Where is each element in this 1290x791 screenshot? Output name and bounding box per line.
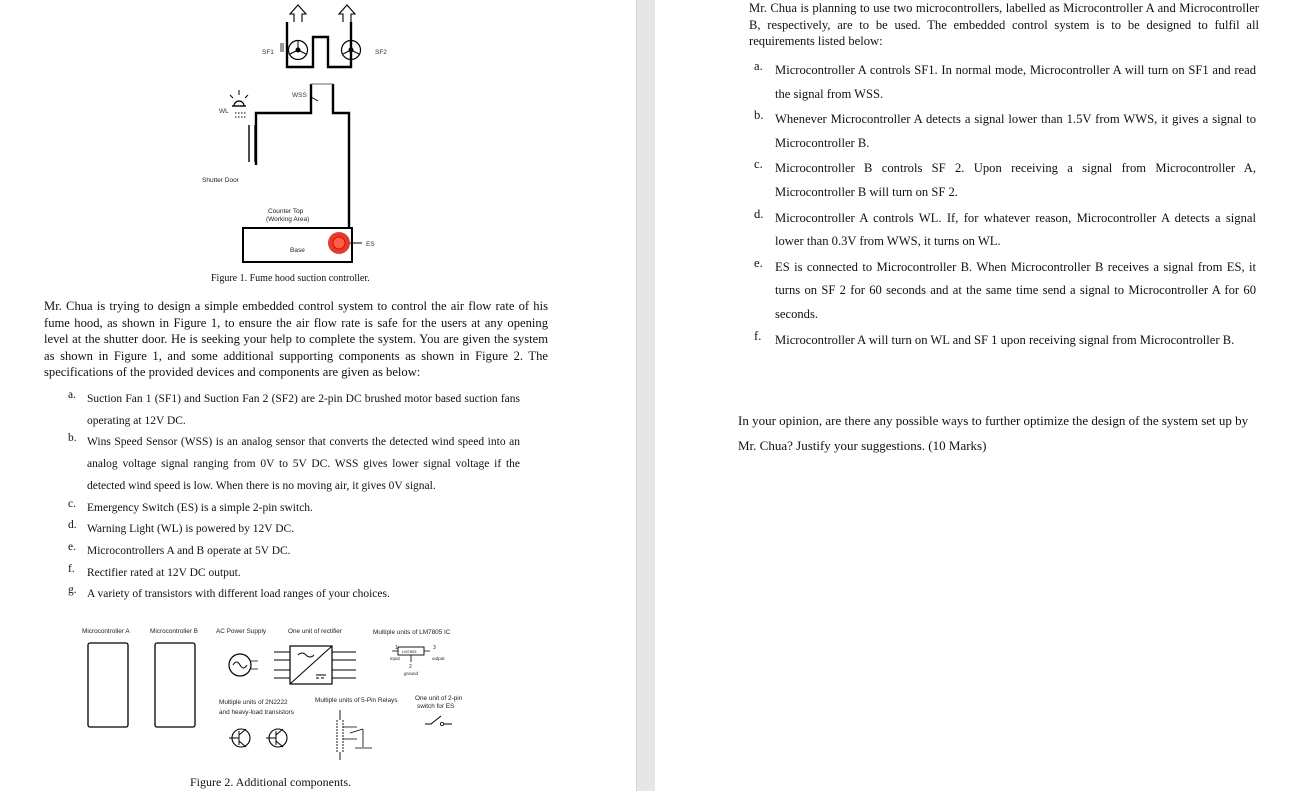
label-shutter-door: Shutter Door <box>202 177 239 184</box>
list-marker: a. <box>68 389 76 401</box>
list-marker: e. <box>754 255 763 270</box>
label-transistors-2: and heavy-load transistors <box>219 709 294 716</box>
list-text: Microcontroller A controls SF1. In normal mode, Microcontroller A will turn on SF1 and read the signal from WSS. <box>775 63 1256 101</box>
label-switch-2: switch for ES <box>417 703 455 710</box>
list-item <box>68 498 520 520</box>
list-text: ES is connected to Microcontroller B. When Microcontroller B receives a signal from ES, it turns on SF 2 for 60 seconds and at the same time send a signal to Microcontroller A for 60 seconds. <box>775 259 1256 321</box>
list-text: Suction Fan 1 (SF1) and Suction Fan 2 (SF2) are 2-pin DC brushed motor based suction fans operating at 12V DC. <box>87 393 520 427</box>
regulator-chip-label: LM7805 <box>402 649 417 654</box>
hood-body <box>256 84 349 228</box>
list-item <box>68 563 520 585</box>
microcontroller-a-box <box>88 643 128 727</box>
label-ac-power: AC Power Supply <box>216 628 267 635</box>
label-counter-top: Counter Top <box>268 208 304 215</box>
regulator-input-label: input <box>390 656 400 661</box>
list-item <box>68 584 520 606</box>
list-text: A variety of transistors with different load ranges of your choices. <box>87 588 390 601</box>
label-sf2: SF2 <box>375 49 387 56</box>
label-rectifier: One unit of rectifier <box>288 628 342 635</box>
label-relays: Multiple units of 5-Pin Relays <box>315 697 398 704</box>
page-gutter <box>636 0 656 791</box>
specification-list <box>68 389 520 606</box>
list-marker: e. <box>68 540 76 553</box>
list-item <box>754 256 1256 327</box>
list-item <box>754 157 1256 204</box>
list-text: Microcontroller A controls WL. If, for whatever reason, Microcontroller A detects a signal lower than 0.3V from WWS, it turns on WL. <box>775 210 1256 249</box>
list-marker: b. <box>68 432 77 445</box>
list-text: Microcontroller B controls SF 2. Upon receiving a signal from Microcontroller A, Microcontroller B will turn on SF 2. <box>775 161 1256 199</box>
list-marker: f. <box>754 328 762 343</box>
transistor-icon <box>266 729 287 747</box>
exhaust-duct <box>287 22 351 67</box>
document-page-right <box>655 0 1290 791</box>
list-item <box>68 432 520 497</box>
list-marker: c. <box>68 497 76 510</box>
figure2-caption: Figure 2. Additional components. <box>190 775 351 789</box>
list-item <box>68 541 520 563</box>
microcontroller-b-box <box>155 643 195 727</box>
figure1-fume-hood-diagram <box>195 0 425 270</box>
list-text: Wins Speed Sensor (WSS) is an analog sensor that converts the detected wind speed into an analog voltage signal ranging from 0V to 5V DC. WSS gives lower signal voltage if the detected wind speed is low. When there is no moving air, it gives 0V signal. <box>87 436 520 492</box>
label-wss: WSS <box>292 92 307 99</box>
requirements-intro: Mr. Chua is planning to use two microcontrollers, labelled as Microcontroller A and Microcontroller B, respectively, are to be used. The embedded control system is to be designed to fulfil all requirements listed below: <box>749 1 1259 49</box>
list-text: Whenever Microcontroller A detects a signal lower than 1.5V from WWS, it gives a signal to Microcontroller B. <box>775 112 1256 150</box>
list-item <box>754 59 1256 106</box>
regulator-pin-3: 3 <box>433 645 436 651</box>
list-marker: b. <box>754 108 764 123</box>
up-arrow-icon <box>339 5 355 22</box>
list-item <box>754 207 1256 254</box>
switch-icon <box>425 716 452 726</box>
shutter-door <box>249 125 255 162</box>
requirements-list <box>754 59 1256 354</box>
emergency-switch-icon <box>328 232 350 254</box>
question-text: In your opinion, are there any possible ways to further optimize the design of the system set up by Mr. Chua? Justify your suggestions. (10 Marks) <box>738 413 1249 453</box>
relay-icon <box>337 710 372 760</box>
label-transistors: Multiple units of 2N2222 <box>219 699 288 706</box>
list-text: Warning Light (WL) is powered by 12V DC. <box>87 523 295 536</box>
regulator-pin-2: 2 <box>409 664 412 670</box>
warning-light-icon <box>230 90 248 106</box>
label-working-area: (Working Area) <box>266 216 310 223</box>
ac-source-icon <box>229 654 258 676</box>
list-marker: a. <box>754 59 763 73</box>
label-base: Base <box>290 247 305 254</box>
list-marker: d. <box>754 206 764 221</box>
list-text: Microcontroller A will turn on WL and SF 1 upon receiving signal from Microcontroller B. <box>775 332 1235 347</box>
list-item <box>754 108 1256 155</box>
rectifier-icon <box>274 646 356 684</box>
list-marker: c. <box>754 157 763 172</box>
regulator-ground-label: ground <box>404 671 419 676</box>
list-item <box>68 519 520 541</box>
label-mcu-a: Microcontroller A <box>82 628 130 635</box>
list-item <box>754 329 1256 353</box>
list-text: Rectifier rated at 12V DC output. <box>87 566 241 579</box>
figure1-caption: Figure 1. Fume hood suction controller. <box>211 273 370 284</box>
list-item <box>68 389 520 432</box>
list-text: Emergency Switch (ES) is a simple 2-pin switch. <box>87 501 313 514</box>
label-lm7805: Multiple units of LM7805 IC <box>373 629 451 636</box>
label-switch: One unit of 2-pin <box>415 695 463 702</box>
label-es: ES <box>366 241 375 248</box>
intro-paragraph: Mr. Chua is trying to design a simple embedded control system to control the air flow rate of his fume hood, as shown in Figure 1, to ensure the air flow rate is safe for the users at any opening level at the shutter door. He is seeking your help to complete the system. You are given the system as shown in Figure 1, and some additional supporting components as shown in Figure 2. The specifications of the provided devices and components are given as below: <box>44 299 548 380</box>
regulator-output-label: output <box>432 656 445 661</box>
list-marker: g. <box>68 584 77 597</box>
fan-icon <box>289 41 308 60</box>
figure2-components <box>80 638 480 773</box>
list-text: Microcontrollers A and B operate at 5V DC. <box>87 544 291 557</box>
list-marker: d. <box>68 519 77 532</box>
label-wl: WL <box>219 108 229 115</box>
transistor-icon <box>229 729 250 747</box>
label-mcu-b: Microcontroller B <box>150 628 198 635</box>
list-marker: f. <box>68 562 75 575</box>
regulator-pin-1: 1 <box>395 645 398 651</box>
up-arrow-icon <box>290 5 306 22</box>
document-page-left <box>0 0 636 791</box>
label-sf1: SF1 <box>262 49 274 56</box>
